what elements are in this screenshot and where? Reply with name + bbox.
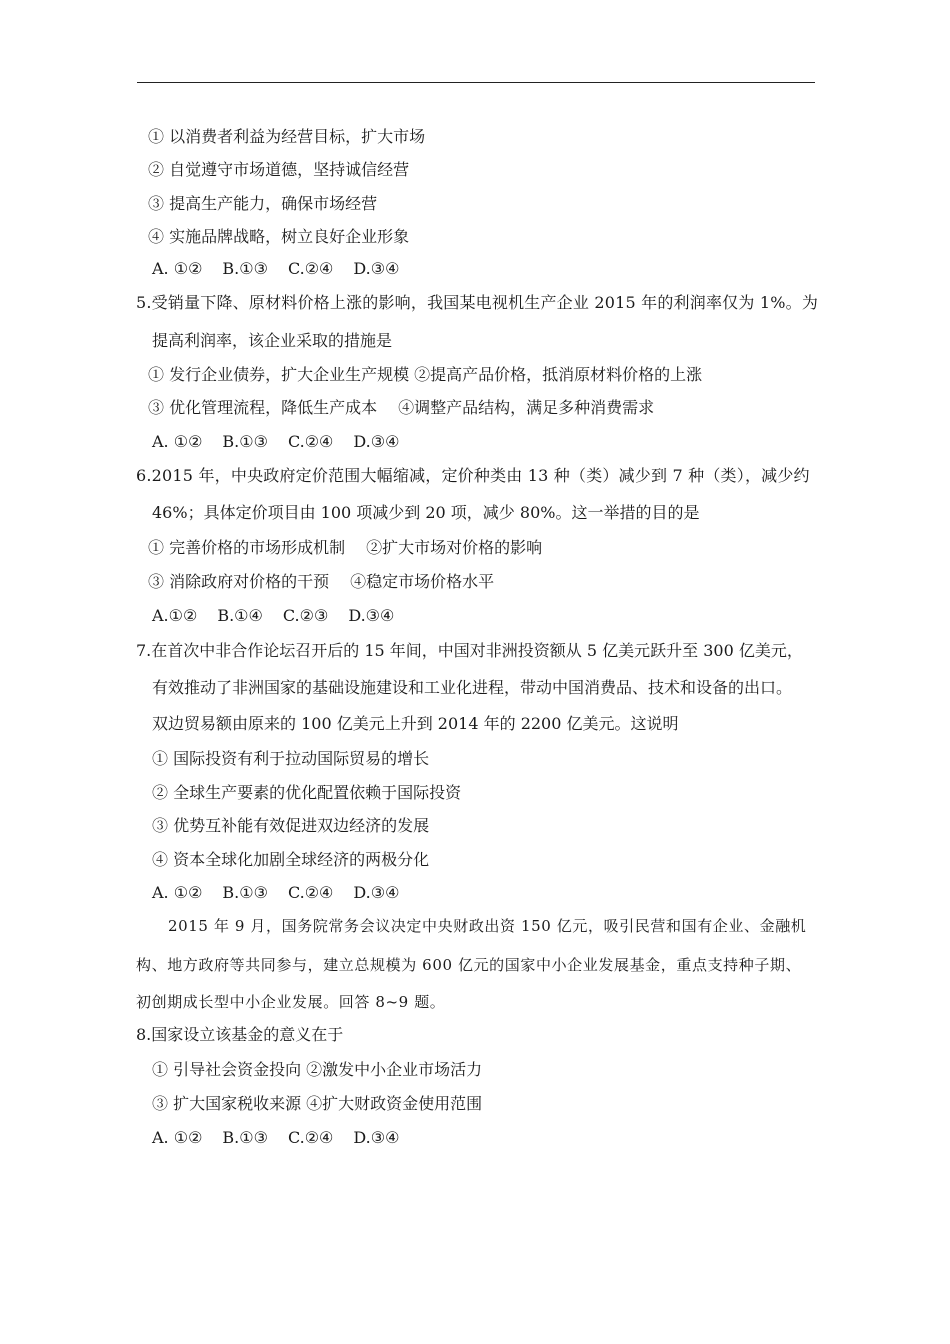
q7-answer-choices <box>152 882 419 904</box>
q8-stem: 8.国家设立该基金的意义在于 <box>136 1025 344 1044</box>
q7-option-2: ② 全球生产要素的优化配置依赖于国际投资 <box>152 783 462 802</box>
passage-line-3: 初创期成长型中小企业发展。回答 8~9 题。 <box>136 993 446 1011</box>
answer-choice-d: D.③④ <box>348 606 395 625</box>
answer-choice-a: A. ①② <box>152 1128 203 1147</box>
q6-stem-line-1: 6.2015 年，中央政府定价范围大幅缩减，定价种类由 13 种（类）减少到 7 种（类），减少约 <box>136 466 810 485</box>
answer-choice-c: C.②④ <box>287 259 334 278</box>
answer-choice-b: B.①③ <box>222 259 268 278</box>
q7-option-4: ④ 资本全球化加剧全球经济的两极分化 <box>152 850 430 869</box>
q8-answer-choices <box>152 1127 419 1149</box>
answer-choice-b: B.①③ <box>222 1128 268 1147</box>
answer-choice-d: D.③④ <box>353 1128 400 1147</box>
q6-stem-line-2: 46%；具体定价项目由 100 项减少到 20 项，减少 80%。这一举措的目的是 <box>152 503 700 522</box>
q8-options-line-1: ① 引导社会资金投向 ②激发中小企业市场活力 <box>152 1060 483 1079</box>
answer-choice-a: A. ①② <box>152 259 203 278</box>
answer-choice-a: A. ①② <box>152 883 203 902</box>
q4-option-2: ② 自觉遵守市场道德，坚持诚信经营 <box>148 160 410 179</box>
q4-option-1: ① 以消费者利益为经营目标，扩大市场 <box>148 127 426 146</box>
q8-options-line-2: ③ 扩大国家税收来源 ④扩大财政资金使用范围 <box>152 1094 483 1113</box>
q6-options-line-2: ③ 消除政府对价格的干预 ④稳定市场价格水平 <box>148 572 495 591</box>
q5-answer-choices <box>152 431 419 453</box>
q5-stem-line-2: 提高利润率，该企业采取的措施是 <box>152 331 393 350</box>
answer-choice-a: A.①② <box>152 606 198 625</box>
answer-choice-c: C.②④ <box>287 432 334 451</box>
q7-option-1: ① 国际投资有利于拉动国际贸易的增长 <box>152 749 430 768</box>
answer-choice-d: D.③④ <box>353 883 400 902</box>
q7-option-3: ③ 优势互补能有效促进双边经济的发展 <box>152 816 430 835</box>
header-rule <box>137 82 815 83</box>
q5-options-line-1: ① 发行企业债券，扩大企业生产规模 ②提高产品价格，抵消原材料价格的上涨 <box>148 365 703 384</box>
q5-options-line-2: ③ 优化管理流程，降低生产成本 ④调整产品结构，满足多种消费需求 <box>148 398 655 417</box>
answer-choice-c: C.②③ <box>282 606 329 625</box>
q6-options-line-1: ① 完善价格的市场形成机制 ②扩大市场对价格的影响 <box>148 538 543 557</box>
answer-choice-c: C.②④ <box>287 883 334 902</box>
q7-stem-line-1: 7.在首次中非合作论坛召开后的 15 年间，中国对非洲投资额从 5 亿美元跃升至 300 亿美元， <box>136 641 803 660</box>
answer-choice-c: C.②④ <box>287 1128 334 1147</box>
q7-stem-line-2: 有效推动了非洲国家的基础设施建设和工业化进程，带动中国消费品、技术和设备的出口。 <box>152 678 793 697</box>
q7-stem-line-3: 双边贸易额由原来的 100 亿美元上升到 2014 年的 2200 亿美元。这说明 <box>152 714 679 733</box>
q5-stem-line-1: 5.受销量下降、原材料价格上涨的影响，我国某电视机生产企业 2015 年的利润率仅为 1%。为 <box>136 293 819 312</box>
passage-line-1: 2015 年 9 月，国务院常务会议决定中央财政出资 150 亿元，吸引民营和国有企业、金融机 <box>168 917 807 935</box>
answer-choice-b: B.①③ <box>222 432 268 451</box>
q4-option-3: ③ 提高生产能力，确保市场经营 <box>148 194 378 213</box>
answer-choice-a: A. ①② <box>152 432 203 451</box>
answer-choice-d: D.③④ <box>353 259 400 278</box>
q4-option-4: ④ 实施品牌战略，树立良好企业形象 <box>148 227 410 246</box>
q6-answer-choices <box>152 605 414 627</box>
passage-line-2: 构、地方政府等共同参与，建立总规模为 600 亿元的国家中小企业发展基金，重点支持种子期、 <box>136 956 802 974</box>
q4-answer-choices <box>152 258 419 280</box>
answer-choice-b: B.①④ <box>217 606 263 625</box>
answer-choice-d: D.③④ <box>353 432 400 451</box>
answer-choice-b: B.①③ <box>222 883 268 902</box>
